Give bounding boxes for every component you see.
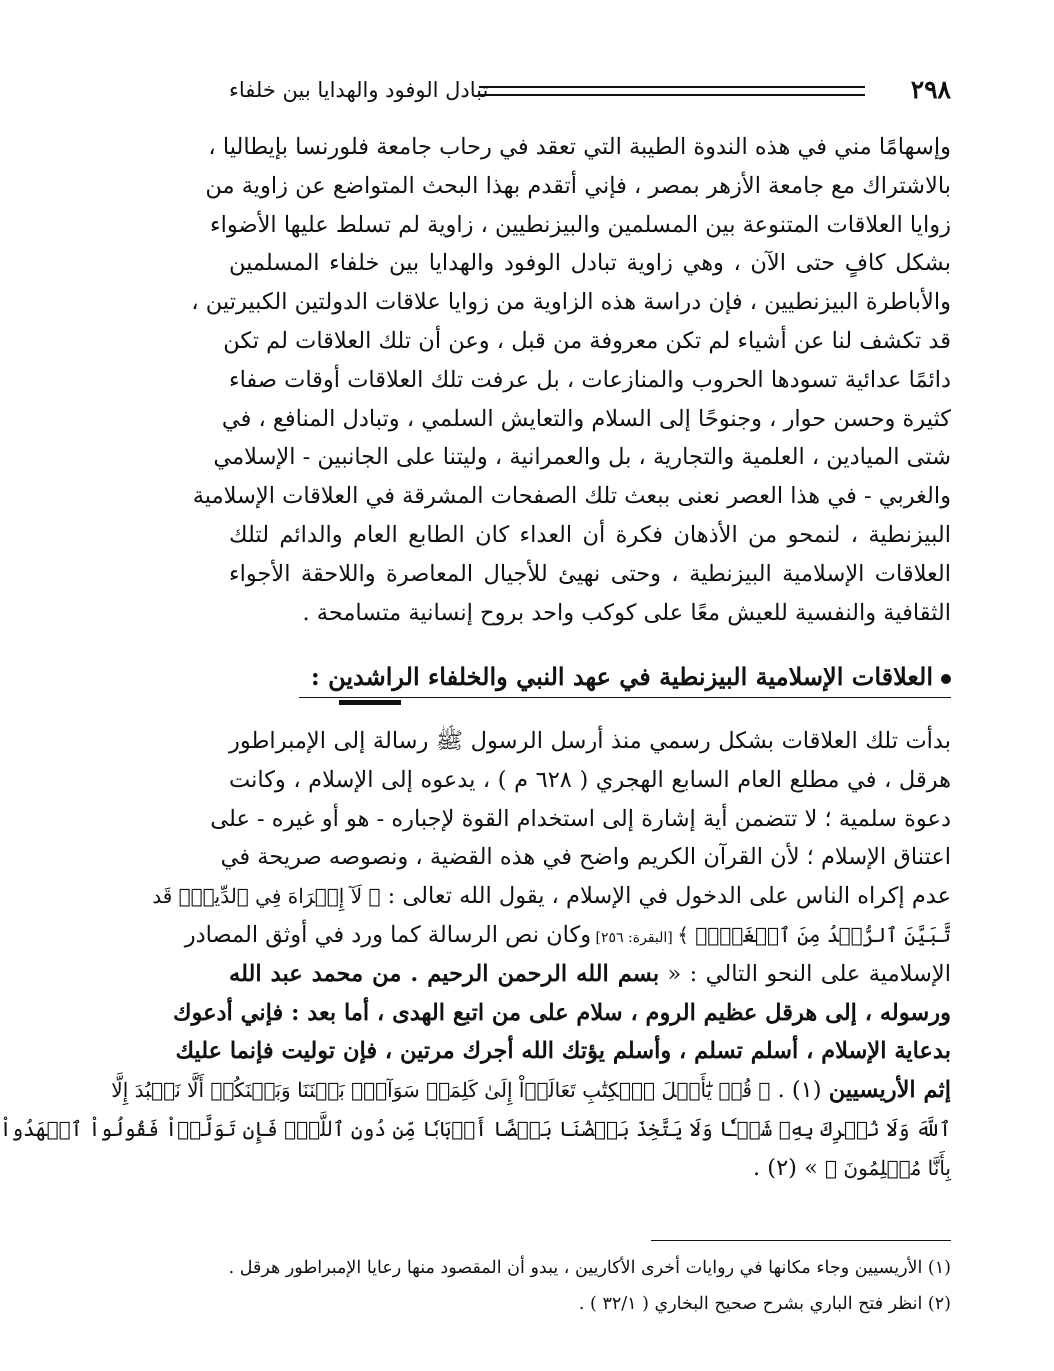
quran-verse: تَّبَيَّنَ ٱلرُّشۡدُ مِنَ ٱلۡغَيِّۚ ﴾	[677, 922, 951, 947]
text-line: اعتناق الإسلام ؛ لأن القرآن الكريم واضح في هذه القضية ، ونصوصه صريحة في	[220, 844, 951, 871]
page-header	[229, 72, 951, 108]
text-line: والغربي - في هذا العصر نعنى ببعث تلك الصفحات المشرقة في العلاقات الإسلامية	[192, 483, 951, 510]
text-line: زوايا العلاقات المتنوعة بين المسلمين والبيزنطيين ، زاوية لم تسلط عليها الأضواء	[210, 211, 951, 238]
letter-text: إثم الأريسيين	[828, 1077, 951, 1104]
heading-underline-accent	[339, 700, 401, 705]
text-line: هرقل ، في مطلع العام السابع الهجري ( ٦٢٨ م ) ، يدعوه إلى الإسلام ، وكانت	[229, 766, 951, 793]
letter-text: بسم الله الرحمن الرحيم . من محمد عبد الله	[229, 960, 660, 987]
text-line: وإسهامًا مني في هذه الندوة الطيبة التي تعقد في رحاب جامعة فلورنسا بإيطاليا ،	[208, 134, 951, 160]
text-line	[152, 877, 951, 916]
section-heading-text: العلاقات الإسلامية البيزنطية في عهد النبي والخلفاء الراشدين :	[310, 662, 933, 691]
bullet-icon	[941, 674, 951, 684]
line-text: وكان نص الرسالة كما ورد في أوثق المصادر	[184, 921, 592, 948]
text-line: دعوة سلمية ؛ لا تتضمن أية إشارة إلى استخدام القوة لإجباره - هو أو غيره - على	[210, 805, 951, 832]
line-text: عدم إكراه الناس على الدخول في الإسلام ، يقول الله تعالى :	[380, 883, 951, 910]
quran-verse-line: ٱللَّهَ وَلَا نُشۡرِكَ بِهِۦ شَيۡـٔٗا وَلَا يَتَّخِذَ بَعۡضُنَا بَعۡضًا أَرۡبَابٗا مِّن دُونِ ٱللَّهِۚ فَإِن تَوَلَّوۡاْ فَقُولُواْ ٱشۡهَدُواْ	[0, 1116, 951, 1141]
text-line	[111, 1071, 951, 1110]
letter-text-line: بدعاية الإسلام ، أسلم تسلم ، وأسلم يؤتك الله أجرك مرتين ، فإن توليت فإنما عليك	[175, 1038, 951, 1065]
text-line: قد تكشف لنا عن أشياء لم تكن معروفة من قبل ، وعن أن تلك العلاقات لم تكن	[223, 327, 951, 354]
text-line: دائمًا عدائية تسودها الحروب والمنازعات ، بل عرفت تلك العلاقات أوقات صفاء	[229, 366, 951, 393]
footnote: (٢) انظر فتح الباري بشرح صحيح البخاري ( ٣٢/١ ) .	[578, 1294, 951, 1314]
text-line: شتى الميادين ، العلمية والتجارية ، بل والعمرانية ، وليتنا على الجانبين - الإسلامي	[213, 444, 951, 471]
text-line: بشكل كافٍ حتى الآن ، وهي زاوية تبادل الوفود والهدايا بين خلفاء المسلمين	[229, 250, 951, 277]
heading-underline	[299, 697, 951, 698]
text-line: والأباطرة البيزنطيين ، فإن دراسة هذه الزاوية من زوايا علاقات الدولتين الكبيرتين ،	[191, 289, 951, 316]
text-line: العلاقات الإسلامية البيزنطية ، وحتى نهيئ للأجيال المعاصرة واللاحقة الأجواء	[229, 560, 951, 587]
quran-verse: ﴿ لَآ إِكۡرَاهَ فِي ٱلدِّينِۖ قَد	[152, 884, 381, 909]
text-line: كثيرة وحسن حوار ، وجنوحًا إلى السلام والتعايش السلمي ، وتبادل المنافع ، في	[221, 405, 951, 432]
text-line: بالاشتراك مع جامعة الأزهر بمصر ، فإني أتقدم بهذا البحث المتواضع عن زاوية من	[205, 172, 951, 199]
page-number: ٢٩٨	[910, 75, 951, 104]
section-heading	[311, 658, 951, 700]
quran-verse: ﴿ قُلۡ يَٰٓأَهۡلَ ٱلۡكِتَٰبِ تَعَالَوۡاْ إِلَىٰ كَلِمَةٖ سَوَآءِۭ بَيۡنَنَا وَبَيۡنَكُمۡ أَلَّا نَعۡبُدَ إِلَّا	[111, 1078, 771, 1103]
text-line	[184, 916, 951, 955]
verse-reference: [البقرة: ٢٥٦]	[591, 929, 678, 946]
intro-paragraph	[191, 128, 951, 632]
text-line: الثقافية والنفسية للعيش معًا على كوكب واحد بروح إنسانية متسامحة .	[302, 599, 951, 626]
footnote-marker: » (٢) .	[752, 1154, 826, 1181]
footnote-separator	[651, 1240, 951, 1241]
text-line: البيزنطية ، لنمحو من الأذهان فكرة أن العداء كان الطابع العام والدائم لتلك	[229, 521, 951, 548]
header-double-rule	[479, 86, 865, 96]
line-text: الإسلامية على النحو التالي : «	[659, 960, 951, 987]
text-line	[229, 1149, 951, 1188]
text-line	[229, 955, 951, 994]
letter-text-line: ورسوله ، إلى هرقل عظيم الروم ، سلام على من اتبع الهدى ، أما بعد : فإني أدعوك	[172, 999, 951, 1026]
quran-verse: بِأَنَّا مُسۡلِمُونَ ﴾	[825, 1155, 951, 1180]
text-line: بدأت تلك العلاقات بشكل رسمي منذ أرسل الرسول ﷺ رسالة إلى الإمبراطور	[229, 728, 951, 754]
footnotes	[229, 1250, 951, 1322]
main-paragraph	[0, 722, 951, 1188]
footnote: (١) الأريسيين وجاء مكانها في روايات أخرى الأكاريين ، يبدو أن المقصود منها رعايا الإمبراطور هرقل .	[228, 1258, 951, 1278]
footnote-marker: (١) .	[770, 1077, 829, 1104]
running-title: تبادل الوفود والهدايا بين خلفاء	[229, 78, 489, 102]
